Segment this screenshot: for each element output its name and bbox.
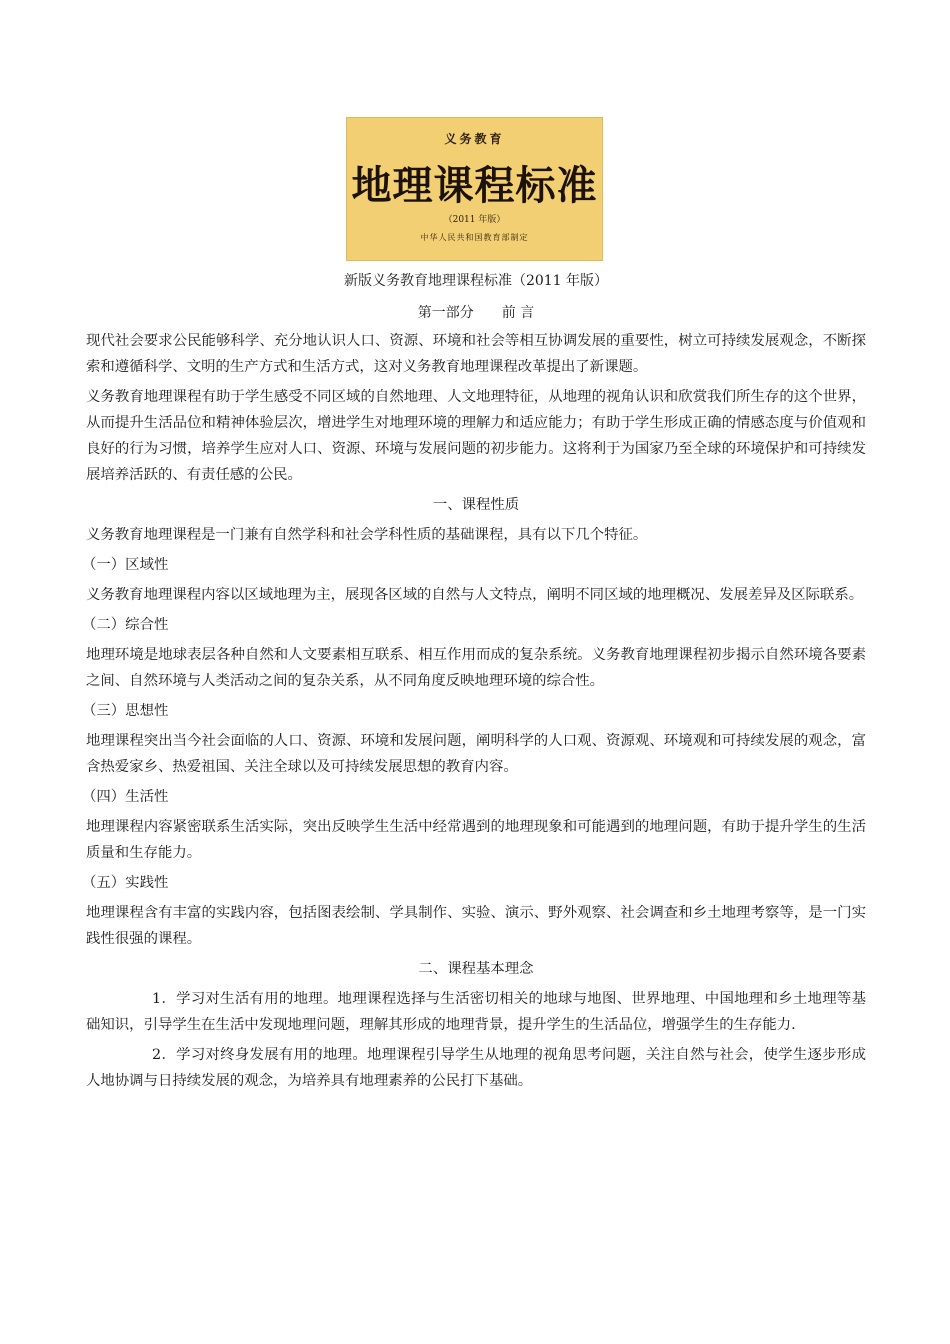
feature-label-practice: （五）实践性: [82, 875, 169, 891]
cover-edition: （2011 年版）: [443, 215, 506, 225]
feature-label-ideological: （三）思想性: [82, 703, 169, 719]
feature-label-regional: （一）区域性: [82, 557, 169, 573]
feature-label-comprehensive: （二）综合性: [82, 617, 169, 633]
preface-paragraph-2: 义务教育地理课程有助于学生感受不同区域的自然地理、人文地理特征，从地理的视角认识和欣赏我们所生存的这个世界，从而提升生活品位和精神体验层次，增进学生对地理环境的理解力和适应能力；有助于学生形成正确的情感态度与价值观和良好的行为习惯，培养学生应对人口、资源、环境与发展问题的初步能力。这将利于为国家乃至全球的环境保护和可持续发展培养活跃的、有责任感的公民。: [86, 389, 866, 483]
preface-paragraph-1: 现代社会要求公民能够科学、充分地认识人口、资源、环境和社会等相互协调发展的重要性，树立可持续发展观念，不断探索和遵循科学、文明的生产方式和生活方式，这对义务教育地理课程改革提出了新课题。: [86, 333, 866, 375]
section-heading-concepts: 二、课程基本理念: [418, 961, 534, 977]
cover-title: 地理课程标准: [351, 163, 598, 209]
feature-text-ideological: 地理课程突出当今社会面临的人口、资源、环境和发展问题，阐明科学的人口观、资源观、环境观和可持续发展的观念，富含热爱家乡、热爱祖国、关注全球以及可持续发展思想的教育内容。: [86, 733, 866, 775]
document-body: [82, 328, 866, 1098]
feature-label-life: （四）生活性: [82, 789, 169, 805]
section-intro: 义务教育地理课程是一门兼有自然学科和社会学科性质的基础课程，具有以下几个特征。: [86, 527, 648, 543]
part-heading: 第一部分 前 言: [417, 305, 535, 321]
book-cover-image: [346, 117, 603, 261]
section-heading-nature: 一、课程性质: [432, 497, 520, 513]
concept-item-1: 1．学习对生活有用的地理。地理课程选择与生活密切相关的地球与地图、世界地理、中国地理和乡土地理等基础知识，引导学生在生活中发现地理问题，理解其形成的地理背景，提升学生的生活品位，增强学生的生存能力.: [86, 991, 866, 1033]
concept-item-2: 2．学习对终身发展有用的地理。地理课程引导学生从地理的视角思考问题，关注自然与社会，使学生逐步形成人地协调与日持续发展的观念，为培养具有地理素养的公民打下基础。: [86, 1047, 866, 1089]
image-caption: 新版义务教育地理课程标准（2011 年版）: [343, 273, 609, 289]
feature-text-regional: 义务教育地理课程内容以区域地理为主，展现各区域的自然与人文特点，阐明不同区域的地理概况、发展差异及区际联系。: [86, 587, 864, 603]
cover-series-label: 义务教育: [444, 132, 505, 146]
cover-publisher: 中华人民共和国教育部制定: [420, 233, 529, 242]
feature-text-life: 地理课程内容紧密联系生活实际，突出反映学生生活中经常遇到的地理现象和可能遇到的地理问题，有助于提升学生的生活质量和生存能力。: [86, 819, 866, 861]
feature-text-practice: 地理课程含有丰富的实践内容，包括图表绘制、学具制作、实验、演示、野外观察、社会调查和乡土地理考察等，是一门实践性很强的课程。: [86, 905, 866, 947]
feature-text-comprehensive: 地理环境是地球表层各种自然和人文要素相互联系、相互作用而成的复杂系统。义务教育地理课程初步揭示自然环境各要素之间、自然环境与人类活动之间的复杂关系，从不同角度反映地理环境的综合性。: [86, 647, 866, 689]
